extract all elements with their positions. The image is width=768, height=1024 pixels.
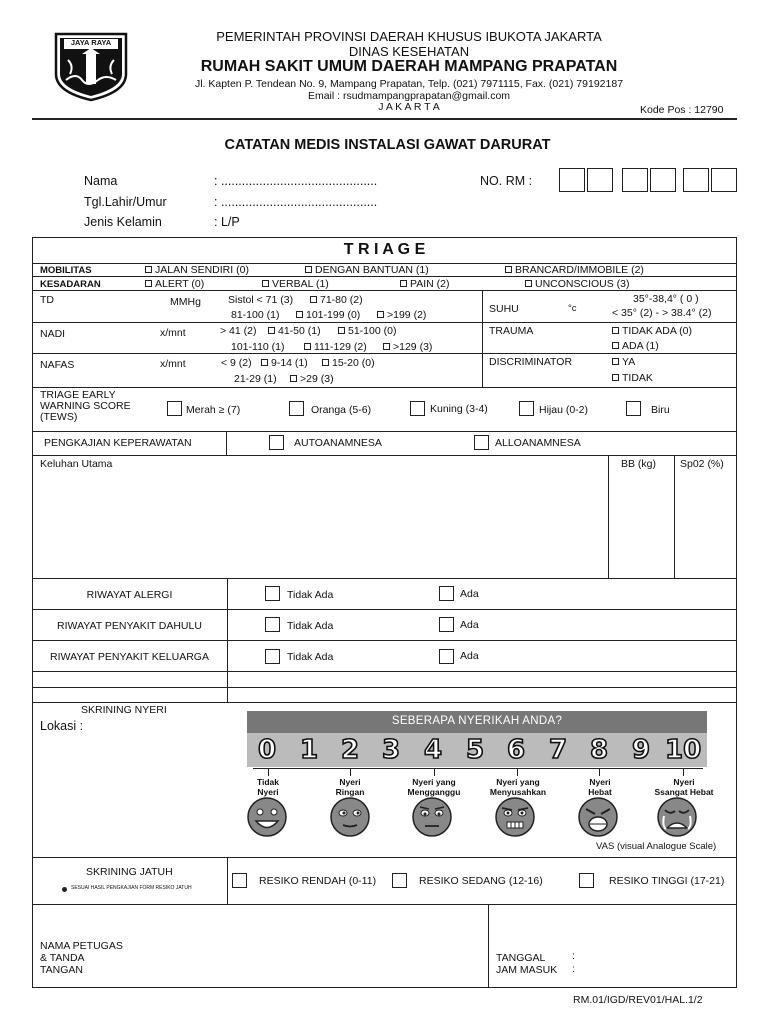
form-title: CATATAN MEDIS INSTALASI GAWAT DARURAT: [224, 137, 551, 153]
hospital-logo: [52, 30, 130, 102]
mobilitas-option-2[interactable]: DENGAN BANTUAN (1): [305, 264, 429, 276]
resiko-tinggi-checkbox[interactable]: [579, 873, 594, 888]
tanggal-colon: :: [572, 950, 575, 962]
hospital-address: Jl. Kapten P. Tendean No. 9, Mampang Prapatan, Telp. (021) 7971115, Fax. (021) 79192187: [194, 78, 624, 90]
nafas-option-3[interactable]: 15-20 (0): [322, 357, 375, 369]
td-option-1[interactable]: Sistol < 71 (3): [228, 294, 294, 306]
resiko-rendah-checkbox[interactable]: [232, 873, 247, 888]
nadi-option-3[interactable]: 51-100 (0): [338, 325, 396, 337]
pain-score-7[interactable]: 7: [549, 735, 568, 765]
tgl-lahir-label: Tgl.Lahir/Umur: [84, 195, 167, 209]
nama-petugas-line-3: TANGAN: [40, 964, 83, 976]
face-label-8: Nyeri Hebat: [588, 777, 612, 797]
tews-hijau-checkbox[interactable]: [519, 401, 534, 416]
nama-petugas-line-2: & TANDA: [40, 952, 85, 964]
face-label-0: Tidak Nyeri: [256, 777, 280, 797]
keluarga-tidak-ada-checkbox[interactable]: [265, 649, 280, 664]
resiko-rendah-label: RESIKO RENDAH (0-11): [259, 875, 377, 887]
nadi-unit: x/mnt: [160, 327, 186, 339]
no-rm-label: NO. RM :: [480, 174, 533, 188]
alergi-tidak-ada-label: Tidak Ada: [287, 589, 334, 601]
sp02-label: Sp02 (%): [680, 458, 724, 470]
trauma-option-2[interactable]: ADA (1): [612, 340, 659, 352]
tews-label-line-3: (TEWS): [40, 411, 78, 423]
riwayat-alergi-label: RIWAYAT ALERGI: [86, 589, 173, 601]
tews-biru-checkbox[interactable]: [626, 401, 641, 416]
pain-scale-title: SEBERAPA NYERIKAH ANDA?: [391, 715, 563, 727]
pengkajian-label: PENGKAJIAN KEPERAWATAN: [44, 437, 192, 449]
nafas-option-1[interactable]: < 9 (2): [221, 357, 252, 369]
keluhan-utama-field[interactable]: [34, 472, 606, 576]
face-worst-pain-icon[interactable]: [656, 796, 698, 838]
nadi-option-6[interactable]: >129 (3): [383, 341, 432, 353]
face-label-2: Nyeri Ringan: [335, 777, 365, 797]
pain-score-9[interactable]: 9: [632, 735, 651, 765]
tews-kuning-checkbox[interactable]: [410, 401, 425, 416]
header-line-1: PEMERINTAH PROVINSI DAERAH KHUSUS IBUKOTA JAKARTA: [216, 29, 602, 44]
tews-merah-checkbox[interactable]: [167, 401, 182, 416]
no-rm-box-3[interactable]: [622, 168, 648, 192]
jenis-kelamin-field[interactable]: : L/P: [214, 215, 240, 229]
kesadaran-option-1[interactable]: ALERT (0): [145, 278, 204, 290]
no-rm-box-2[interactable]: [587, 168, 613, 192]
tews-label-line-1: TRIAGE EARLY: [40, 389, 116, 401]
pain-score-3[interactable]: 3: [382, 735, 401, 765]
keluarga-ada-label: Ada: [460, 650, 479, 662]
nafas-option-4[interactable]: 21-29 (1): [234, 373, 277, 385]
logo-text: JAYA RAYA: [70, 38, 112, 47]
tews-label-line-2: WARNING SCORE: [40, 400, 131, 412]
nadi-option-5[interactable]: 111-129 (2): [304, 341, 367, 353]
vas-caption: VAS (visual Analogue Scale): [596, 841, 717, 852]
nama-label: Nama: [84, 174, 118, 188]
nadi-option-2[interactable]: 41-50 (1): [268, 325, 321, 337]
face-label-6: Nyeri yang Menyusahkan: [489, 777, 547, 797]
nama-field[interactable]: : .............................................: [214, 174, 378, 188]
pain-score-5[interactable]: 5: [466, 735, 485, 765]
pain-score-4[interactable]: 4: [424, 735, 443, 765]
pain-score-1[interactable]: 1: [300, 735, 319, 765]
document-code: RM.01/IGD/REV01/HAL.1/2: [573, 994, 703, 1006]
lokasi-label: Lokasi :: [40, 719, 84, 733]
alergi-tidak-ada-checkbox[interactable]: [265, 586, 280, 601]
nafas-option-5[interactable]: >29 (3): [290, 373, 334, 385]
td-unit: MMHg: [170, 296, 201, 308]
keluarga-tidak-ada-label: Tidak Ada: [287, 651, 334, 663]
kesadaran-label: KESADARAN: [40, 279, 101, 290]
hospital-name: RUMAH SAKIT UMUM DAERAH MAMPANG PRAPATAN: [200, 58, 618, 75]
mobilitas-option-3[interactable]: BRANCARD/IMMOBILE (2): [505, 264, 644, 276]
jam-masuk-colon: :: [572, 963, 575, 975]
resiko-sedang-checkbox[interactable]: [392, 873, 407, 888]
nadi-option-4[interactable]: 101-110 (1): [231, 341, 285, 353]
face-troublesome-pain-icon[interactable]: [494, 796, 536, 838]
nafas-unit: x/mnt: [160, 358, 186, 370]
autoanamnesa-checkbox[interactable]: [269, 435, 284, 450]
trauma-label: TRAUMA: [489, 325, 534, 337]
face-distressing-pain-icon[interactable]: [411, 796, 453, 838]
suhu-option-2[interactable]: < 35° (2) - > 38.4° (2): [612, 307, 712, 319]
td-option-3[interactable]: 81-100 (1): [231, 309, 280, 321]
no-rm-box-5[interactable]: [683, 168, 709, 192]
kode-pos: Kode Pos : 12790: [640, 104, 724, 116]
dahulu-tidak-ada-label: Tidak Ada: [287, 620, 334, 632]
suhu-unit: °c: [568, 303, 577, 314]
jam-masuk-label: JAM MASUK: [496, 964, 558, 976]
tews-label: [40, 390, 131, 423]
kesadaran-option-2[interactable]: VERBAL (1): [262, 278, 329, 290]
td-option-4[interactable]: 101-199 (0): [296, 309, 360, 321]
tews-kuning-label: Kuning (3-4): [430, 403, 488, 415]
hospital-city: J A K A R T A: [378, 101, 440, 113]
nadi-label: NADI: [40, 328, 66, 340]
td-label: TD: [40, 294, 54, 306]
td-option-2[interactable]: 71-80 (2): [310, 294, 363, 306]
face-label-4: Nyeri yang Mengganggu: [407, 777, 461, 797]
face-mild-pain-icon[interactable]: [329, 796, 371, 838]
nafas-label: NAFAS: [40, 359, 75, 371]
tews-oranga-checkbox[interactable]: [289, 401, 304, 416]
header-divider: [32, 118, 737, 120]
face-label-10: Nyeri Ssangat Hebat: [654, 777, 714, 797]
hospital-email: Email : rsudmampangprapatan@gmail.com: [307, 90, 511, 102]
header-line-2: DINAS KESEHATAN: [348, 44, 470, 59]
jenis-kelamin-label: Jenis Kelamin: [84, 215, 162, 229]
alloanamnesa-checkbox[interactable]: [474, 435, 489, 450]
pain-score-6[interactable]: 6: [507, 735, 526, 765]
tews-merah-label: Merah ≥ (7): [186, 404, 241, 416]
resiko-sedang-label: RESIKO SEDANG (12-16): [419, 875, 543, 887]
nama-petugas-line-1: NAMA PETUGAS: [40, 940, 123, 952]
pain-scale-axis: [253, 768, 703, 769]
face-severe-pain-icon[interactable]: [577, 796, 619, 838]
suhu-label: SUHU: [489, 303, 519, 315]
pain-score-10[interactable]: 10: [665, 735, 702, 765]
keluhan-utama-label: Keluhan Utama: [40, 458, 113, 470]
autoanamnesa-label: AUTOANAMNESA: [294, 437, 382, 449]
triage-title: T R I A G E: [343, 241, 426, 258]
keluarga-ada-checkbox[interactable]: [439, 649, 454, 664]
dahulu-tidak-ada-checkbox[interactable]: [265, 617, 280, 632]
discriminator-label: DISCRIMINATOR: [489, 356, 573, 368]
pain-score-0[interactable]: 0: [258, 735, 277, 765]
skrining-jatuh-label: SKRINING JATUH: [86, 866, 173, 878]
td-option-5[interactable]: >199 (2): [377, 309, 426, 321]
dahulu-ada-checkbox[interactable]: [439, 617, 454, 632]
kesadaran-option-3[interactable]: PAIN (2): [400, 278, 449, 290]
pain-score-2[interactable]: 2: [341, 735, 360, 765]
nama-petugas-label: [40, 940, 123, 976]
suhu-option-1[interactable]: 35°-38,4° ( 0 ): [633, 293, 699, 305]
alloanamnesa-label: ALLOANAMNESA: [495, 437, 581, 449]
face-no-pain-icon[interactable]: [246, 796, 288, 838]
no-rm-box-1[interactable]: [559, 168, 585, 192]
skrining-nyeri-label: SKRINING NYERI: [81, 704, 167, 716]
tanggal-label: TANGGAL: [496, 952, 546, 964]
trauma-option-1[interactable]: TIDAK ADA (0): [612, 325, 692, 337]
tews-hijau-label: Hijau (0-2): [539, 404, 589, 416]
riwayat-keluarga-label: RIWAYAT PENYAKIT KELUARGA: [50, 651, 209, 663]
discriminator-option-1[interactable]: YA: [612, 356, 635, 368]
riwayat-dahulu-label: RIWAYAT PENYAKIT DAHULU: [57, 620, 202, 632]
no-rm-box-4[interactable]: [650, 168, 676, 192]
bullet-dot: [62, 887, 67, 892]
nadi-option-1[interactable]: > 41 (2): [220, 325, 257, 337]
resiko-tinggi-label: RESIKO TINGGI (17-21): [609, 875, 725, 887]
no-rm-box-6[interactable]: [711, 168, 737, 192]
nafas-option-2[interactable]: 9-14 (1): [261, 357, 308, 369]
discriminator-option-2[interactable]: TIDAK: [612, 372, 653, 384]
tews-biru-label: Biru: [651, 404, 670, 416]
mobilitas-label: MOBILITAS: [40, 265, 92, 276]
kesadaran-option-4[interactable]: UNCONSCIOUS (3): [525, 278, 630, 290]
pain-score-8[interactable]: 8: [590, 735, 609, 765]
tews-oranga-label: Oranga (5-6): [311, 404, 372, 416]
tgl-lahir-field[interactable]: : .............................................: [214, 195, 378, 209]
alergi-ada-label: Ada: [460, 588, 479, 600]
bb-label: BB (kg): [621, 458, 657, 470]
mobilitas-option-1[interactable]: JALAN SENDIRI (0): [145, 264, 249, 276]
alergi-ada-checkbox[interactable]: [439, 586, 454, 601]
skrining-jatuh-note: SESUAI HASIL PENGKAJIAN FORM RESIKO JATUH: [71, 885, 192, 891]
dahulu-ada-label: Ada: [460, 619, 479, 631]
